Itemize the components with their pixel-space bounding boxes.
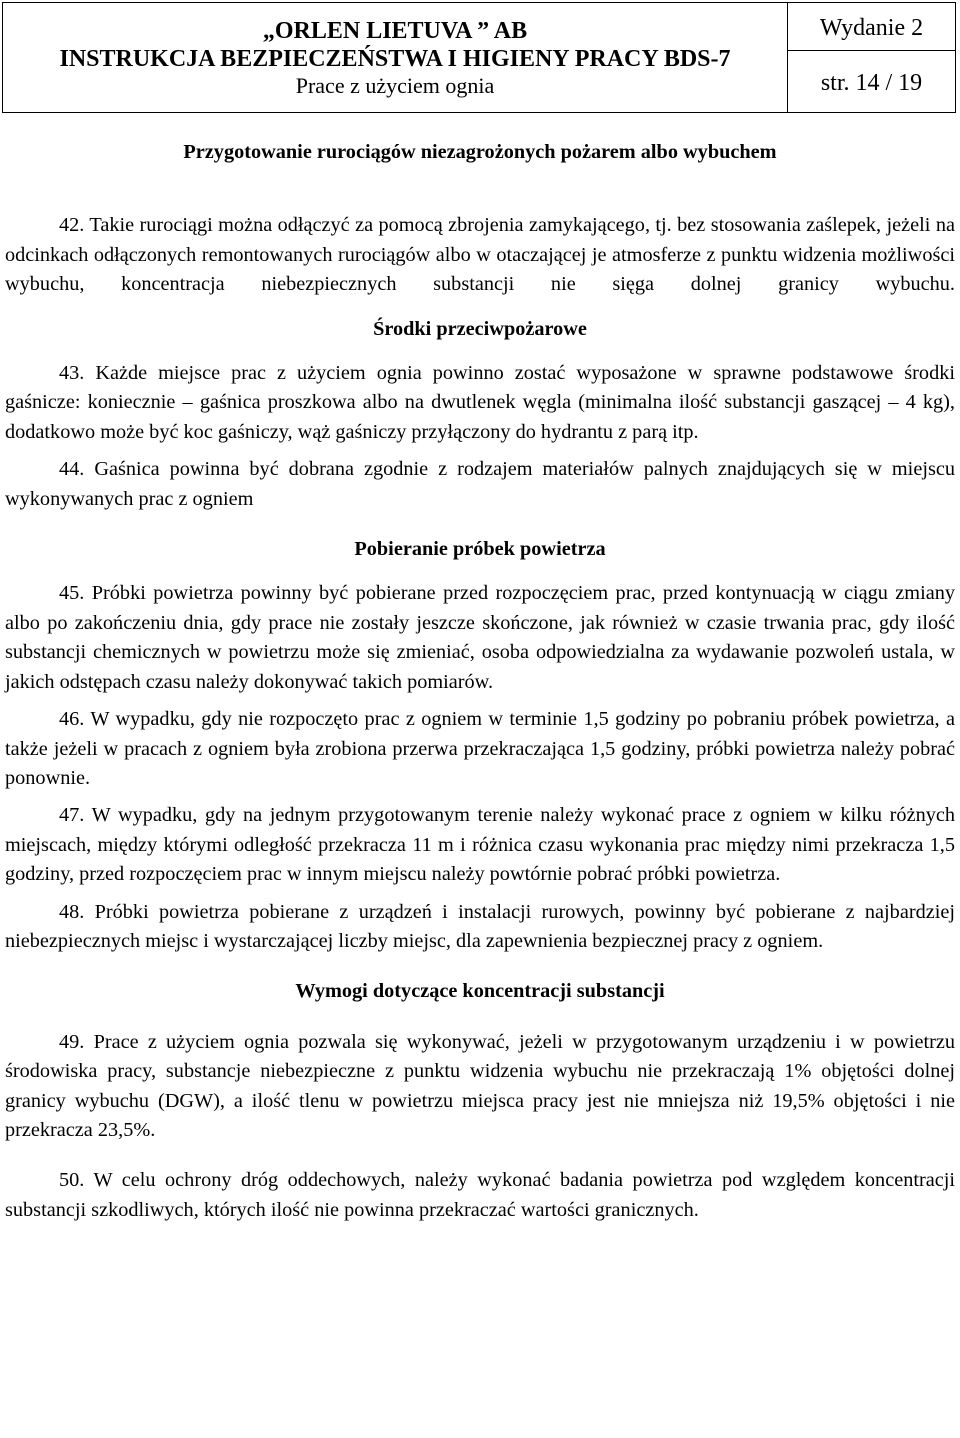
paragraph-48: 48. Próbki powietrza pobierane z urządzeń i instalacji rurowych, powinny być pobierane z najbardziej niebezpiecznych miejsc i wystarczającej liczby miejsc, dla zapewnienia bezpiecznej pracy z ogniem.	[5, 900, 955, 952]
paragraph-42: 42. Takie rurociągi można odłączyć za pomocą zbrojenia zamykającego, tj. bez stosowania zaślepek, jeżeli na odcinkach odłączonych remontowanych rurociągów albo w otaczającej je atmosferze z punktu widzenia możliwości wybuchu, koncentracja niebezpiecznych substancji nie sięga dolnej granicy wybuchu.	[5, 214, 955, 296]
section-heading-pipelines: Przygotowanie rurociągów niezagrożonych pożarem albo wybuchem	[183, 141, 777, 163]
document-subtitle: Prace z użyciem ognia	[295, 72, 495, 98]
company-name: „ORLEN LIETUVA ” AB	[262, 17, 528, 44]
paragraph-44: 44. Gaśnica powinna być dobrana zgodnie z rodzajem materiałów palnych znajdujących się w miejscu wykonywanych prac z ogniem	[5, 458, 955, 510]
paragraph-45: 45. Próbki powietrza powinny być pobierane przed rozpoczęciem prac, przed kontynuacją w ciągu zmiany albo po zakończeniu dnia, gdy prace nie zostały jeszcze skończone, jak również w czasie trwania prac, gdy ilość substancji chemicznych w powietrzu może się zmieniać, osoba odpowiedzialna za wydawanie pozwoleń ustala, w jakich odstępach czasu należy dokonywać takich pomiarów.	[5, 582, 955, 693]
section-heading-concentration: Wymogi dotyczące koncentracji substancji	[295, 980, 665, 1003]
document-header	[2, 2, 956, 113]
paragraph-46: 46. W wypadku, gdy nie rozpoczęto prac z ogniem w terminie 1,5 godziny po pobraniu próbek powietrza, a także jeżeli w pracach z ogniem była zrobiona przerwa przekraczająca 1,5 godziny, próbki powietrza należy pobrać ponownie.	[5, 708, 955, 789]
paragraph-47: 47. W wypadku, gdy na jednym przygotowanym terenie należy wykonać prace z ogniem w kilku różnych miejscach, między którymi odległość przekracza 11 m i różnica czasu wykonania prac między nimi przekracza 1,5 godziny, przed rozpoczęciem prac w innym miejscu należy powtórnie pobrać próbki powietrza.	[5, 804, 955, 886]
document-body	[5, 138, 955, 1225]
document-title: INSTRUKCJA BEZPIECZEŃSTWA I HIGIENY PRACY BDS-7	[59, 45, 731, 72]
edition-label: Wydanie 2	[819, 15, 924, 41]
paragraph-49: 49. Prace z użyciem ognia pozwala się wykonywać, jeżeli w przygotowanym urządzeniu i w powietrzu środowiska pracy, substancje niebezpieczne z punktu widzenia wybuchu nie przekraczają 1% objętości dolnej granicy wybuchu (DGW), a ilość tlenu w powietrzu miejsca pracy jest nie mniejsza niż 19,5% objętości i nie przekracza 23,5%.	[5, 1030, 955, 1141]
header-title-cell	[3, 3, 788, 113]
header-meta-cell	[788, 3, 956, 113]
paragraph-50: 50. W celu ochrony dróg oddechowych, należy wykonać badania powietrza pod względem koncentracji substancji szkodliwych, których ilość nie powinna przekraczać wartości granicznych.	[5, 1169, 955, 1221]
page-number: str. 14 / 19	[820, 70, 923, 96]
paragraph-43: 43. Każde miejsce prac z użyciem ognia powinno zostać wyposażone w sprawne podstawowe środki gaśnicze: koniecznie – gaśnica proszkowa albo na dwutlenek węgla (minimalna ilość substancji gaszącej – 4 kg), dodatkowo może być koc gaśniczy, wąż gaśniczy przyłączony do hydrantu z parą itp.	[5, 362, 955, 443]
section-heading-air-sampling: Pobieranie próbek powietrza	[354, 538, 606, 561]
section-heading-fire-safety: Środki przeciwpożarowe	[373, 317, 587, 340]
